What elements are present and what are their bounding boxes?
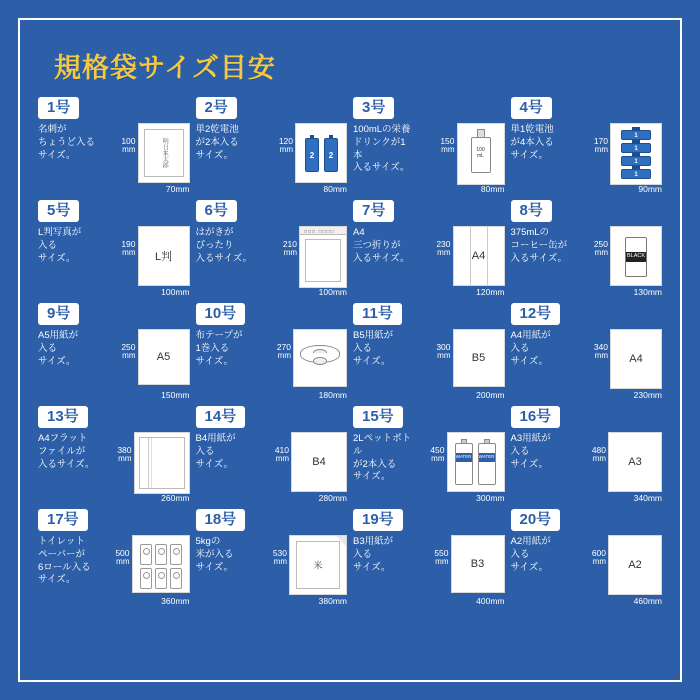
size-description: 375mLの コーヒー缶が 入るサイズ。 bbox=[510, 227, 568, 264]
figure-label: B3 bbox=[470, 558, 485, 570]
size-description: A3用紙が 入る サイズ。 bbox=[510, 433, 551, 470]
flat-file-icon bbox=[139, 437, 185, 489]
card-body bbox=[353, 226, 505, 296]
figure-wrap bbox=[574, 329, 663, 399]
size-badge: 17号 bbox=[38, 509, 88, 531]
figure-wrap bbox=[259, 123, 348, 193]
size-card-3 bbox=[353, 97, 505, 193]
size-description: 単1乾電池 が4本入る サイズ。 bbox=[510, 124, 554, 161]
poster-frame bbox=[18, 18, 682, 682]
height-value: 300 bbox=[436, 342, 451, 352]
figure-wrap bbox=[101, 329, 190, 399]
height-unit: mm bbox=[122, 144, 136, 154]
size-card-19 bbox=[353, 509, 505, 605]
card-body bbox=[38, 123, 190, 193]
height-dimension bbox=[275, 432, 289, 463]
height-unit: mm bbox=[594, 144, 608, 154]
battery-icon: 2 bbox=[324, 138, 338, 172]
height-unit: mm bbox=[122, 247, 136, 257]
fold-line bbox=[470, 227, 471, 285]
width-dimension: 80mm bbox=[323, 184, 347, 194]
width-dimension: 100mm bbox=[318, 287, 347, 297]
size-badge: 4号 bbox=[511, 97, 552, 119]
height-value: 500 bbox=[115, 548, 130, 558]
size-card-13 bbox=[38, 406, 190, 502]
figure-label: A2 bbox=[628, 559, 642, 571]
figure-wrap bbox=[574, 123, 663, 193]
size-card-7 bbox=[353, 200, 505, 296]
height-dimension bbox=[279, 123, 293, 154]
size-badge: 1号 bbox=[38, 97, 79, 119]
figure-wrap bbox=[259, 432, 348, 502]
size-description: 5kgの 米が入る サイズ。 bbox=[195, 536, 234, 573]
figure-label: A4 bbox=[629, 353, 643, 365]
width-dimension: 200mm bbox=[476, 390, 505, 400]
size-description: A4 三つ折りが 入るサイズ。 bbox=[353, 227, 410, 264]
height-unit: mm bbox=[116, 556, 130, 566]
width-dimension: 80mm bbox=[480, 184, 505, 194]
page-title: 規格袋サイズ目安 bbox=[54, 53, 276, 83]
height-dimension bbox=[436, 226, 450, 257]
height-dimension bbox=[117, 432, 131, 463]
size-badge: 11号 bbox=[353, 303, 402, 325]
bag-figure bbox=[138, 123, 190, 183]
bag-figure bbox=[291, 432, 347, 492]
height-dimension bbox=[594, 329, 608, 360]
size-badge: 10号 bbox=[196, 303, 246, 325]
bag-figure bbox=[608, 535, 662, 595]
pet-bottle-icon bbox=[455, 443, 473, 485]
fold-line bbox=[487, 227, 488, 285]
height-value: 150 bbox=[440, 136, 455, 146]
height-value: 170 bbox=[593, 136, 608, 146]
size-badge: 6号 bbox=[196, 200, 237, 222]
bag-corner bbox=[336, 536, 346, 546]
bag-figure bbox=[610, 226, 662, 286]
size-badge: 20号 bbox=[511, 509, 561, 531]
bottle-cap bbox=[461, 439, 467, 444]
bag-figure bbox=[138, 329, 190, 385]
battery-icon: 1 bbox=[621, 169, 651, 179]
card-body bbox=[196, 432, 348, 502]
card-body bbox=[353, 123, 505, 193]
card-body bbox=[511, 432, 663, 502]
bag-figure bbox=[453, 226, 505, 286]
toilet-roll-icon bbox=[140, 568, 152, 589]
size-grid bbox=[36, 97, 664, 605]
size-card-20 bbox=[511, 509, 663, 605]
bag-figure bbox=[132, 535, 190, 593]
size-description: A4フラット ファイルが 入るサイズ。 bbox=[38, 433, 95, 470]
toilet-roll-icon bbox=[170, 568, 182, 589]
size-description: A5用紙が 入る サイズ。 bbox=[38, 330, 79, 367]
height-dimension bbox=[592, 432, 606, 463]
size-description: はがきが ぴったり 入るサイズ。 bbox=[195, 227, 253, 264]
card-body bbox=[511, 535, 663, 605]
card-body bbox=[196, 535, 348, 605]
width-dimension: 300mm bbox=[476, 493, 505, 503]
height-dimension bbox=[121, 226, 135, 257]
size-card-11 bbox=[353, 303, 505, 399]
width-dimension: 150mm bbox=[161, 390, 190, 400]
card-body bbox=[196, 226, 348, 296]
card-body bbox=[38, 432, 190, 502]
height-value: 270 bbox=[276, 342, 291, 352]
coffee-can-icon bbox=[625, 237, 647, 277]
figure-wrap bbox=[574, 226, 663, 296]
size-card-9 bbox=[38, 303, 190, 399]
height-unit: mm bbox=[437, 247, 451, 257]
size-badge: 13号 bbox=[38, 406, 88, 428]
bottle-cap bbox=[484, 439, 490, 444]
toilet-roll-icon bbox=[155, 568, 167, 589]
figure-wrap bbox=[416, 226, 505, 296]
height-value: 250 bbox=[121, 342, 136, 352]
toilet-roll-icon bbox=[170, 544, 182, 565]
card-body bbox=[38, 226, 190, 296]
pet-bottle-icon bbox=[478, 443, 496, 485]
size-badge: 2号 bbox=[196, 97, 237, 119]
bag-figure bbox=[295, 123, 347, 183]
bag-figure bbox=[447, 432, 505, 492]
size-description: A4用紙が 入る サイズ。 bbox=[510, 330, 551, 367]
width-dimension: 90mm bbox=[638, 184, 662, 194]
figure-wrap bbox=[416, 535, 505, 605]
width-dimension: 340mm bbox=[633, 493, 662, 503]
height-value: 250 bbox=[593, 239, 608, 249]
size-badge: 5号 bbox=[38, 200, 79, 222]
battery-icon: 2 bbox=[305, 138, 319, 172]
height-value: 530 bbox=[272, 548, 287, 558]
toilet-roll-icon bbox=[155, 544, 167, 565]
height-dimension bbox=[430, 432, 444, 463]
height-unit: mm bbox=[594, 350, 608, 360]
height-value: 480 bbox=[591, 445, 606, 455]
size-description: 布テープが 1巻入る サイズ。 bbox=[195, 330, 243, 367]
card-body bbox=[511, 226, 663, 296]
height-unit: mm bbox=[122, 350, 136, 360]
height-unit: mm bbox=[283, 247, 297, 257]
card-body bbox=[353, 535, 505, 605]
size-description: B5用紙が 入る サイズ。 bbox=[353, 330, 394, 367]
size-badge: 16号 bbox=[511, 406, 561, 428]
width-dimension: 280mm bbox=[318, 493, 347, 503]
size-badge: 19号 bbox=[353, 509, 403, 531]
height-value: 120 bbox=[278, 136, 293, 146]
width-dimension: 180mm bbox=[318, 390, 347, 400]
battery-icon: 1 bbox=[621, 156, 651, 166]
size-badge: 3号 bbox=[353, 97, 394, 119]
figure-label: B4 bbox=[312, 456, 326, 468]
size-description: A2用紙が 入る サイズ。 bbox=[510, 536, 551, 573]
bag-figure bbox=[289, 535, 347, 595]
figure-wrap bbox=[416, 329, 505, 399]
width-dimension: 380mm bbox=[318, 596, 347, 606]
drink-bottle-icon: 100 mL bbox=[471, 137, 491, 173]
bottle-label: WATER bbox=[456, 453, 472, 462]
card-body bbox=[38, 535, 190, 605]
width-dimension: 70mm bbox=[165, 184, 190, 194]
figure-label: B5 bbox=[471, 352, 486, 364]
height-value: 410 bbox=[274, 445, 289, 455]
height-unit: mm bbox=[273, 556, 287, 566]
width-dimension: 460mm bbox=[633, 596, 662, 606]
size-description: 2Lペットボトル が2本入る サイズ。 bbox=[353, 433, 412, 483]
width-dimension: 130mm bbox=[633, 287, 662, 297]
width-dimension: 100mm bbox=[161, 287, 190, 297]
height-unit: mm bbox=[275, 453, 289, 463]
width-dimension: 360mm bbox=[161, 596, 190, 606]
height-value: 190 bbox=[121, 239, 136, 249]
height-unit: mm bbox=[441, 144, 455, 154]
figure-wrap bbox=[259, 226, 348, 296]
size-card-12 bbox=[511, 303, 663, 399]
bag-figure bbox=[457, 123, 505, 185]
size-badge: 12号 bbox=[511, 303, 561, 325]
height-value: 210 bbox=[282, 239, 297, 249]
height-dimension bbox=[434, 535, 448, 566]
size-card-6 bbox=[196, 200, 348, 296]
width-dimension: 120mm bbox=[476, 287, 505, 297]
size-description: 名刺が ちょうど入る サイズ。 bbox=[38, 124, 96, 161]
height-dimension bbox=[283, 226, 297, 257]
height-dimension bbox=[594, 123, 608, 154]
size-card-17 bbox=[38, 509, 190, 605]
height-unit: mm bbox=[594, 247, 608, 257]
height-dimension bbox=[592, 535, 606, 566]
size-badge: 7号 bbox=[353, 200, 394, 222]
height-dimension bbox=[121, 123, 135, 154]
size-card-16 bbox=[511, 406, 663, 502]
card-body bbox=[38, 329, 190, 399]
height-value: 450 bbox=[430, 445, 445, 455]
height-unit: mm bbox=[592, 453, 606, 463]
name-card-text: 明日来太郎 bbox=[161, 138, 168, 168]
height-value: 380 bbox=[117, 445, 132, 455]
figure-wrap bbox=[259, 329, 348, 399]
rice-char: 米 bbox=[313, 560, 323, 571]
height-unit: mm bbox=[277, 350, 291, 360]
size-card-10 bbox=[196, 303, 348, 399]
bottle-label: WATER bbox=[479, 453, 495, 462]
height-dimension bbox=[277, 329, 291, 360]
card-body bbox=[511, 123, 663, 193]
bag-figure bbox=[610, 123, 662, 185]
size-badge: 18号 bbox=[196, 509, 246, 531]
height-value: 230 bbox=[436, 239, 451, 249]
height-unit: mm bbox=[431, 453, 445, 463]
battery-icon: 1 bbox=[621, 143, 651, 153]
size-card-4 bbox=[511, 97, 663, 193]
height-value: 550 bbox=[434, 548, 449, 558]
height-value: 100 bbox=[121, 136, 136, 146]
height-dimension bbox=[440, 123, 454, 154]
postcard-dots: □□□ □□□□ bbox=[304, 229, 335, 235]
height-value: 340 bbox=[593, 342, 608, 352]
height-dimension bbox=[436, 329, 450, 360]
height-unit: mm bbox=[279, 144, 293, 154]
height-unit: mm bbox=[437, 350, 451, 360]
size-card-5 bbox=[38, 200, 190, 296]
card-body bbox=[196, 329, 348, 399]
figure-wrap bbox=[101, 226, 190, 296]
width-dimension: 400mm bbox=[476, 596, 505, 606]
card-body bbox=[353, 329, 505, 399]
figure-wrap bbox=[574, 535, 663, 605]
size-description: トイレット ペーパーが 6ロール入る サイズ。 bbox=[38, 536, 91, 586]
size-badge: 8号 bbox=[511, 200, 552, 222]
bag-figure bbox=[608, 432, 662, 492]
bag-figure bbox=[610, 329, 662, 389]
bag-figure bbox=[134, 432, 190, 494]
size-description: 100mLの栄養 ドリンクが1本 入るサイズ。 bbox=[353, 124, 411, 174]
battery-icon: 1 bbox=[621, 130, 651, 140]
figure-wrap bbox=[416, 432, 505, 502]
card-body bbox=[353, 432, 505, 502]
figure-label: A4 bbox=[471, 250, 486, 262]
postcard-inner bbox=[305, 239, 341, 282]
figure-label: L判 bbox=[154, 251, 173, 263]
bag-figure bbox=[138, 226, 190, 286]
size-description: 単2乾電池 が2本入る サイズ。 bbox=[195, 124, 239, 161]
tape-roll-icon bbox=[300, 345, 340, 371]
height-dimension bbox=[121, 329, 135, 360]
bag-figure bbox=[293, 329, 347, 387]
height-unit: mm bbox=[592, 556, 606, 566]
figure-wrap bbox=[101, 123, 190, 193]
size-card-2 bbox=[196, 97, 348, 193]
size-description: L判写真が 入る サイズ。 bbox=[38, 227, 82, 264]
width-dimension: 260mm bbox=[161, 493, 190, 503]
height-dimension bbox=[115, 535, 129, 566]
size-card-15 bbox=[353, 406, 505, 502]
figure-label: A3 bbox=[628, 456, 642, 468]
width-dimension: 230mm bbox=[633, 390, 662, 400]
height-unit: mm bbox=[435, 556, 449, 566]
size-card-8 bbox=[511, 200, 663, 296]
figure-wrap bbox=[259, 535, 348, 605]
size-badge: 14号 bbox=[196, 406, 246, 428]
figure-wrap bbox=[101, 535, 190, 605]
figure-label: A5 bbox=[156, 351, 171, 363]
figure-wrap bbox=[574, 432, 663, 502]
size-card-18 bbox=[196, 509, 348, 605]
can-label: BLACK bbox=[626, 252, 646, 262]
height-value: 600 bbox=[591, 548, 606, 558]
height-dimension bbox=[273, 535, 287, 566]
size-description: B4用紙が 入る サイズ。 bbox=[195, 433, 236, 470]
card-body bbox=[196, 123, 348, 193]
height-unit: mm bbox=[118, 453, 132, 463]
card-body bbox=[511, 329, 663, 399]
bag-figure bbox=[299, 226, 347, 288]
size-badge: 15号 bbox=[353, 406, 403, 428]
figure-wrap bbox=[416, 123, 505, 193]
size-card-14 bbox=[196, 406, 348, 502]
bag-figure bbox=[451, 535, 505, 593]
size-card-1 bbox=[38, 97, 190, 193]
toilet-roll-icon bbox=[140, 544, 152, 565]
size-description: B3用紙が 入る サイズ。 bbox=[353, 536, 394, 573]
figure-wrap bbox=[101, 432, 190, 502]
height-dimension bbox=[594, 226, 608, 257]
bag-figure bbox=[453, 329, 505, 387]
size-badge: 9号 bbox=[38, 303, 79, 325]
